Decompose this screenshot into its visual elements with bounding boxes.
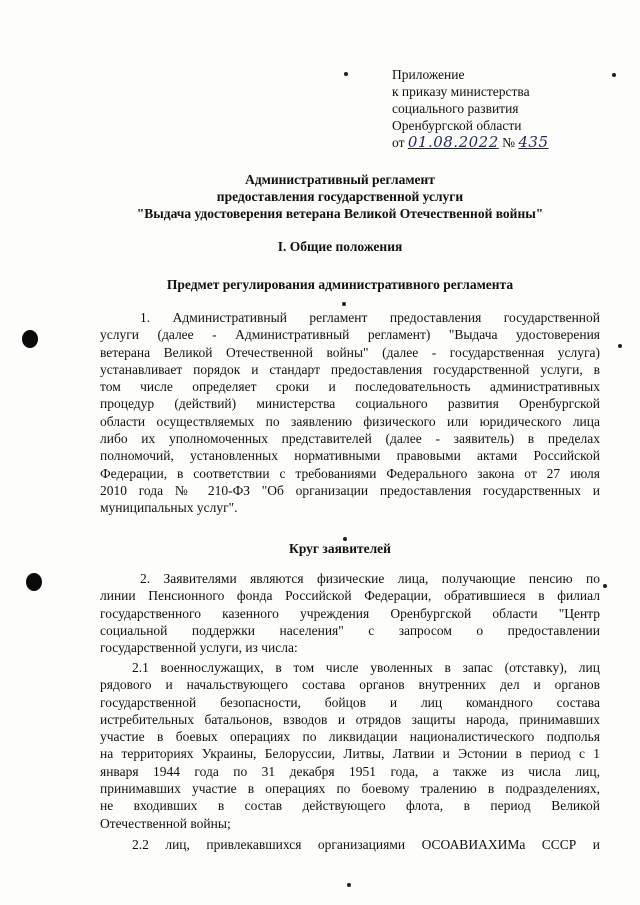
paragraph-line: муниципальных услуг". (100, 500, 238, 516)
paragraph-line: рядового и начальствующего состава органов внутренних дел и органов (100, 677, 600, 693)
paragraph-line: государственного казенного учреждения Оренбургской области "Центр (100, 605, 600, 621)
paragraph-line: 2.2 лиц, привлекавшихся организациями ОСОАВИАХИМа СССР и (132, 837, 600, 852)
paragraph-line: полномочий, установленных нормативными правовыми актами Российской (100, 448, 600, 464)
title-line: Административный регламент (245, 172, 435, 187)
title-line: предоставления государственной услуги (216, 189, 464, 204)
scan-speck (612, 73, 616, 77)
section-heading: Круг заявителей (289, 541, 391, 556)
scan-speck (618, 344, 622, 348)
approval-number-label: № (502, 135, 516, 150)
approval-block (392, 66, 592, 151)
paragraph-line: ветерана Великой Отечественной войны" (далее - государственная услуга) (100, 344, 600, 360)
scan-speck (344, 72, 348, 76)
paragraph-2-2 (100, 836, 600, 853)
paragraph-line: января 1944 года по 31 декабря 1951 года, а также из числа лиц, (100, 763, 600, 779)
paragraph-line: государственной услуги, из числа: (100, 640, 298, 656)
approval-date-line (392, 134, 592, 151)
document-title (90, 171, 590, 222)
paragraph-line: на территориях Украины, Белоруссии, Литвы, Латвии и Эстонии в период с 1 (100, 746, 600, 762)
paragraph-line: процедур (действий) министерства социального развития Оренбургской (100, 396, 600, 412)
paragraph-line: истребительных батальонов, взводов и отрядов защиты народа, принимавших (100, 711, 600, 727)
approval-number-handwritten: 435 (518, 133, 549, 151)
scan-speck (342, 302, 346, 306)
paragraph-line: 2.1 военнослужащих, в том числе уволенных в запас (отставку), лиц (132, 660, 600, 675)
paragraph-2-1 (100, 659, 600, 832)
paragraph-line: принимавших участие в операциях по боевому тралению в подразделениях, (100, 781, 600, 797)
paragraph-line: 2. Заявителями являются физические лица, получающие пенсию по (140, 571, 600, 586)
paragraph-line: том числе определяет сроки и последовательность административных (100, 379, 600, 395)
approval-date-handwritten: 01.08.2022 (407, 133, 499, 151)
paragraph-line: 2010 года № 210-ФЗ "Об организации предоставления государственных и (100, 482, 600, 498)
paragraph-line: участие в боевых операциях по ликвидации националистического подполья (100, 729, 600, 745)
paragraph-line: линии Пенсионного фонда Российской Федерации, обратившиеся в филиал (100, 588, 600, 604)
paragraph-line: либо их уполномоченных представителей (далее - заявитель) в пределах (100, 431, 600, 447)
approval-line: Приложение (392, 67, 465, 82)
paragraph-line: 1. Административный регламент предоставления государственной (140, 310, 600, 325)
scan-speck (347, 883, 351, 887)
paragraph-line: Отечественной войны; (100, 815, 231, 831)
approval-line: к приказу министерства (392, 84, 530, 99)
paragraph-line: услуги (далее - Административный регламент) "Выдача удостоверения (100, 327, 600, 343)
punch-hole-bottom (26, 573, 42, 591)
paragraph-line: не входивших в состав действующего флота, в период Великой (100, 798, 600, 814)
paragraph-line: области осуществляемых по заявлению физического или юридического лица (100, 413, 600, 429)
paragraph-line: социальной поддержки населения" с запросом о предоставлении (100, 622, 600, 638)
paragraph-line: Федерации, в соответствии с требованиями Федерального закона от 27 июля (100, 465, 600, 481)
paragraph-line: государственной безопасности, бойцов и лиц командного состава (100, 694, 600, 710)
approval-from-label: от (392, 135, 405, 150)
approval-line: Оренбургской области (392, 118, 522, 133)
section-subheading: Предмет регулирования административного регламента (166, 277, 514, 292)
scan-speck (603, 584, 607, 588)
title-line: "Выдача удостоверения ветерана Великой Отечественной войны" (136, 206, 544, 221)
paragraph-1 (100, 309, 600, 517)
paragraph-line: устанавливает порядок и стандарт предоставления государственной услуги, в (100, 361, 600, 377)
paragraph-2 (100, 570, 600, 656)
approval-line: социального развития (392, 101, 519, 116)
section-heading: I. Общие положения (277, 239, 403, 254)
punch-hole-top (22, 330, 38, 348)
